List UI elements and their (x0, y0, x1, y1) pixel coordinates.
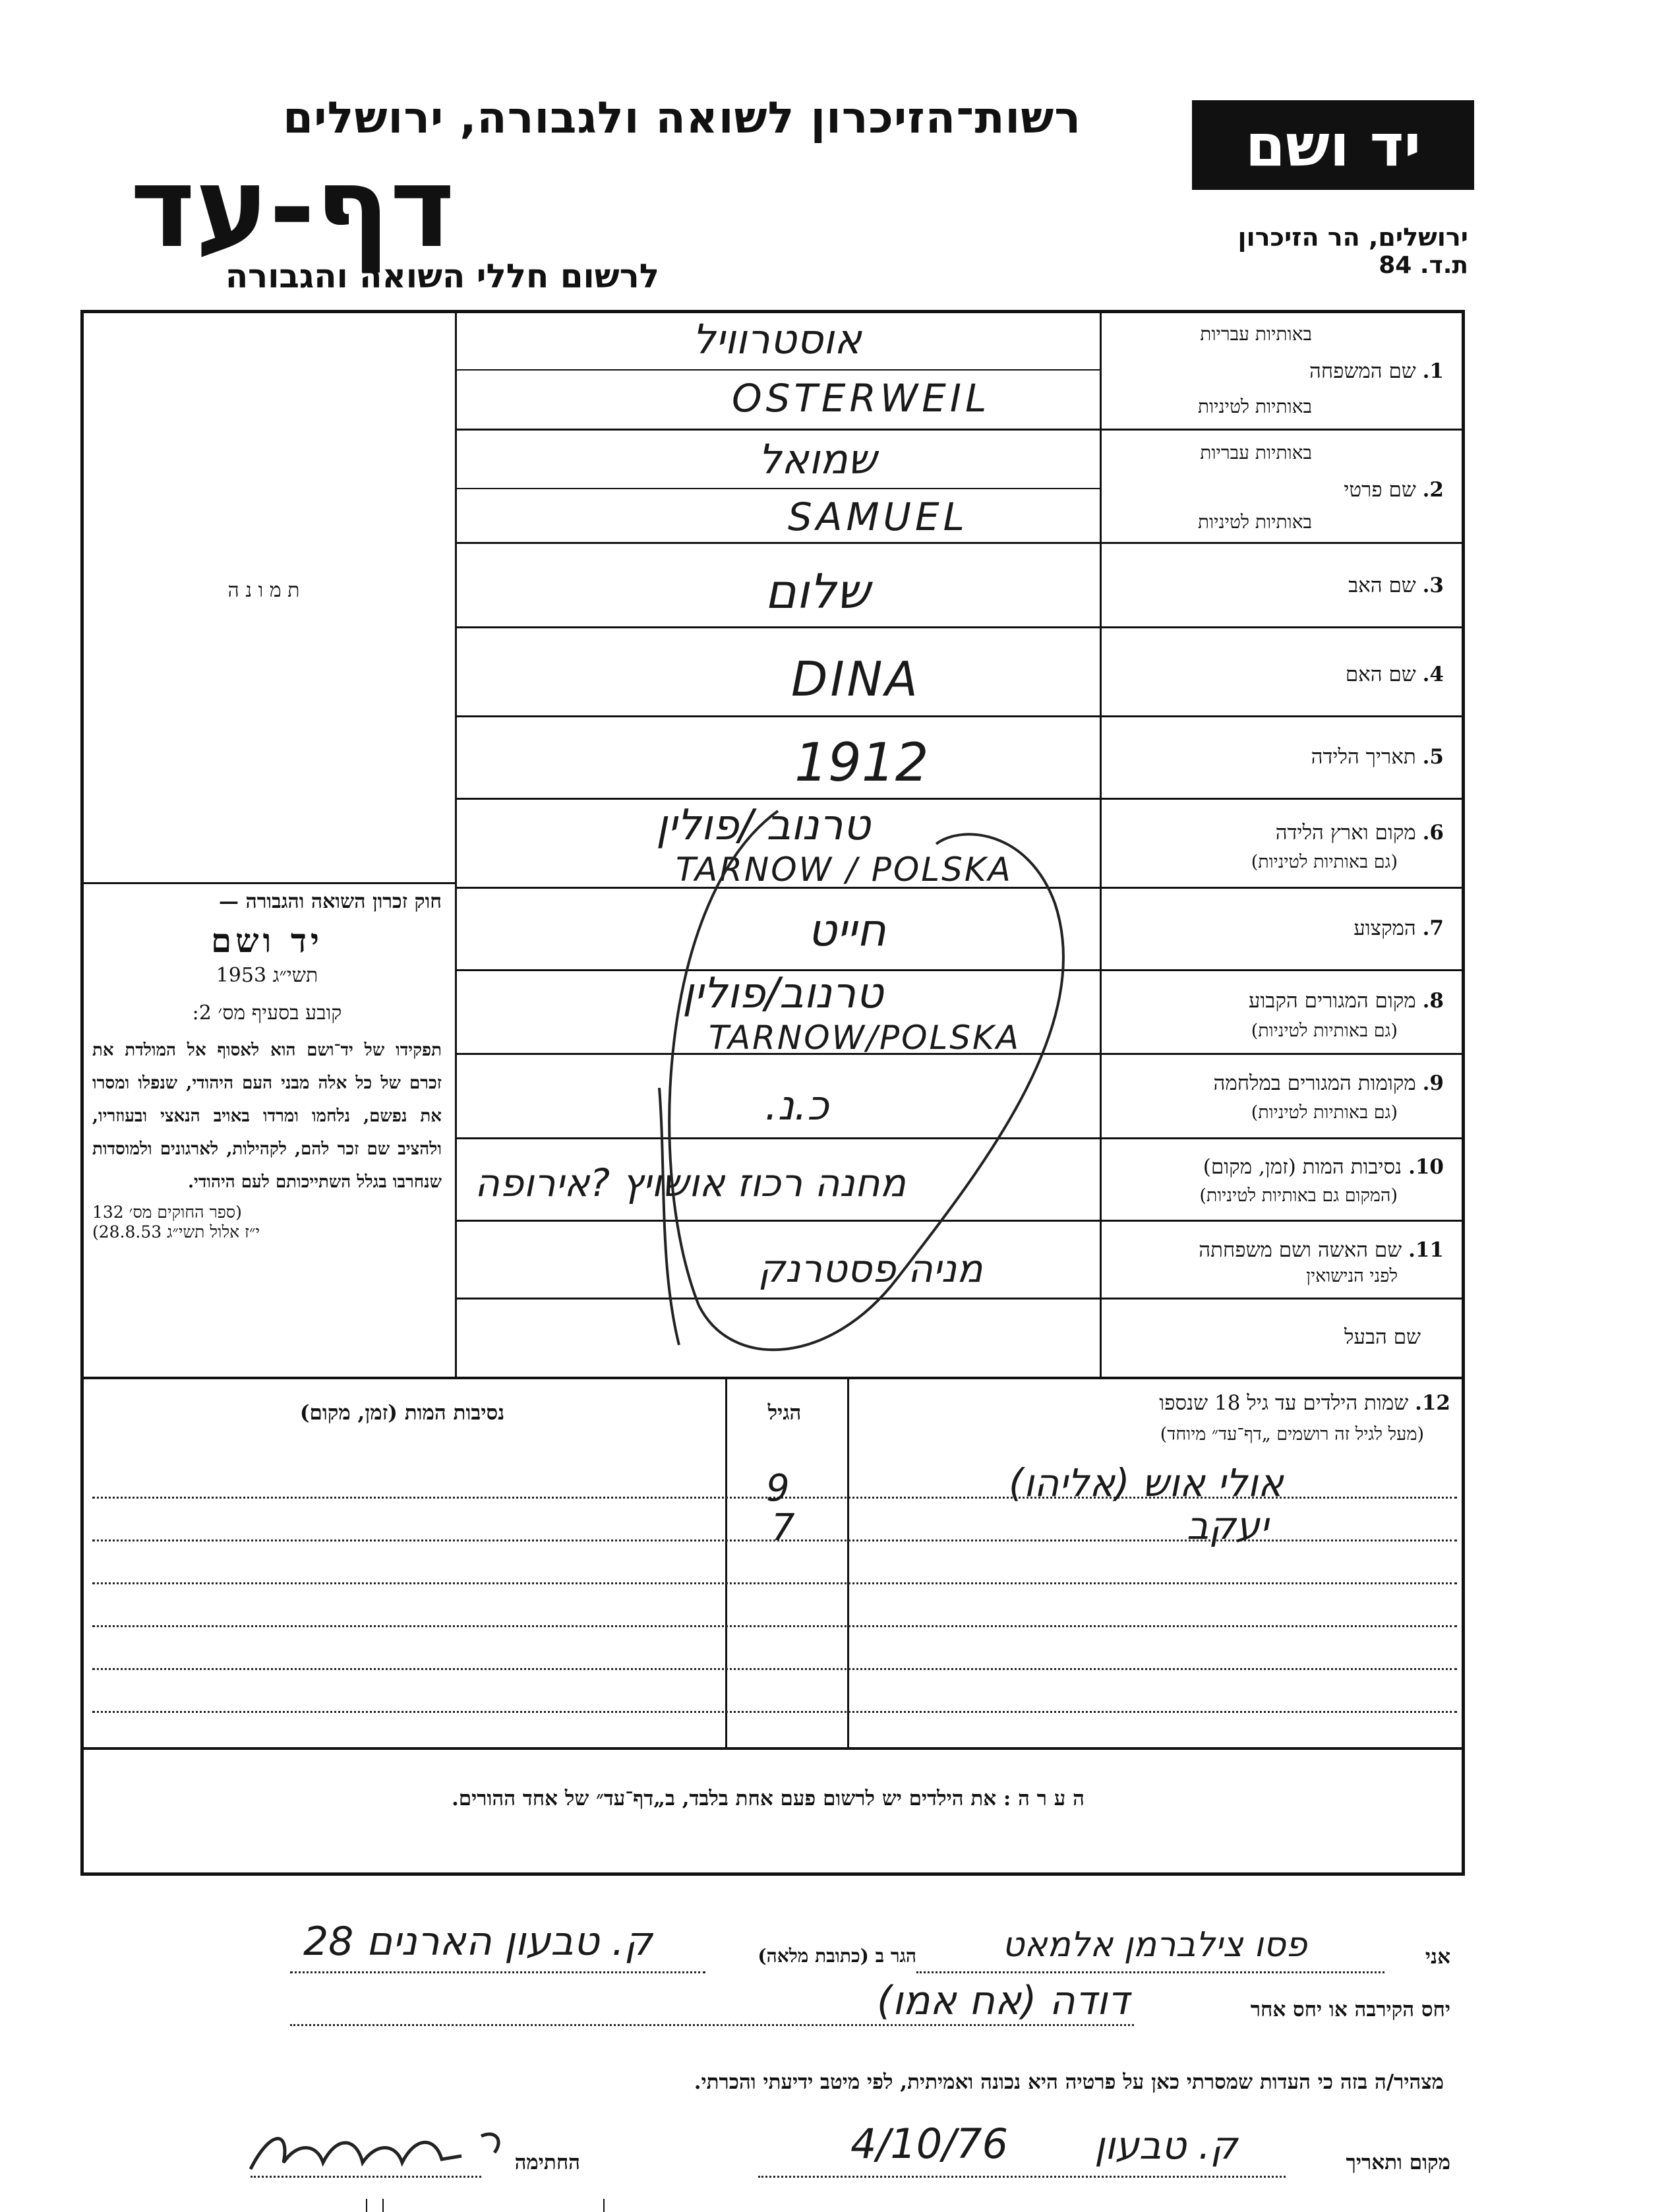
field-8-label: 8. מקום המגורים הקבוע (1248, 989, 1444, 1013)
law-year: תשי״ג 1953 (216, 964, 318, 987)
value-profession[interactable]: חייט (808, 905, 886, 957)
field-11-label: 11. שם האשה ושם משפחתה (1199, 1238, 1444, 1262)
address-line1: ירושלים, הר הזיכרון (1237, 223, 1468, 252)
form-subtitle: לרשום חללי השואה והגבורה (225, 257, 659, 295)
value-wife[interactable]: מניה פסטרנק (758, 1246, 983, 1291)
children-col-age: הגיל (767, 1401, 802, 1425)
value-birthplace-latin[interactable]: TARNOW / POLSKA (676, 851, 1013, 889)
value-mother[interactable]: DINA (791, 651, 920, 707)
law-name: יד ושם (211, 921, 323, 960)
value-war-residence[interactable]: כ.נ. (765, 1081, 829, 1129)
divider-law (80, 882, 456, 884)
divider-children-name (847, 1377, 849, 1749)
value-birthplace-he[interactable]: טרנוב /פולין (656, 801, 871, 850)
child-2-name[interactable]: יעקב (1187, 1503, 1268, 1548)
field-2-hint-top: באותיות עבריות (1200, 442, 1312, 463)
divider-children-age (725, 1377, 727, 1749)
field-1-hint-top: באותיות עבריות (1200, 323, 1312, 345)
law-source1: (ספר החוקים מס׳ 132 (92, 1203, 242, 1222)
law-box (92, 890, 442, 1242)
declarant-resides-label: הגר ב (כתובת מלאה) (758, 1945, 916, 1967)
field-9-label: 9. מקומות המגורים במלחמה (1213, 1071, 1444, 1095)
authority-title: רשות־הזיכרון לשואה ולגבורה, ירושלים (283, 92, 1081, 143)
photo-label: ת מ ו נ ה (227, 579, 300, 602)
field-6-label: 6. מקום וארץ הלידה (1275, 821, 1444, 845)
field-7-label: 7. המקצוע (1354, 916, 1444, 940)
field-11-hint: לפני הנישואין (1306, 1266, 1398, 1286)
field-1-hint-bottom: באותיות לטיניות (1197, 396, 1312, 417)
children-subtitle: (מעל לגיל זה רושמים „דף־עד״ מיוחד) (1160, 1424, 1424, 1445)
value-surname-he[interactable]: אוסטרוויל (692, 315, 862, 363)
relation-value[interactable]: דודה (אח אמו) (877, 1978, 1129, 2024)
value-firstname-latin[interactable]: SAMUEL (788, 494, 968, 539)
field-5-label: 5. תאריך הלידה (1311, 745, 1444, 769)
divider-photo (455, 310, 457, 1378)
law-section: קובע בסעיף מס׳ 2: (192, 1001, 342, 1025)
note-text: ה ע ר ה : את הילדים יש לרשום פעם אחת בלבד, ב„דף־עד״ של אחד ההורים. (452, 1787, 1085, 1810)
children-col-death: נסיבות המות (זמן, מקום) (299, 1401, 505, 1425)
pen-loop-scribble (620, 804, 1108, 1371)
relation-label: יחס הקירבה או יחס אחר (1250, 1998, 1450, 2021)
value-father[interactable]: שלום (765, 564, 870, 619)
place-date-label: מקום ותאריך (1346, 2151, 1450, 2174)
field-2-label: 2. שם פרטי (1344, 478, 1444, 502)
form-title: דף-עד (130, 143, 455, 272)
signature-label: החתימה (514, 2151, 580, 2174)
logo-box (1192, 100, 1474, 190)
value-residence-latin[interactable]: TARNOW/POLSKA (709, 1019, 1021, 1057)
declarant-name[interactable]: פסו צילברמן אלמאט (1002, 1925, 1307, 1965)
field-9-hint: (גם באותיות לטיניות) (1251, 1102, 1398, 1123)
field-2-hint-bottom: באותיות לטיניות (1197, 511, 1312, 533)
declarant-address[interactable]: ק. טבעון הארנים 28 (303, 1919, 653, 1965)
field-1-label: 1. שם המשפחה (1309, 359, 1444, 383)
value-death-circumstances[interactable]: מחנה רכוז אושויץ ?אירופה (475, 1160, 906, 1205)
field-husband-label: שם הבעל (1344, 1325, 1421, 1349)
date-value[interactable]: 4/10/76 (850, 2120, 1009, 2168)
declarant-i-label: אני (1425, 1945, 1450, 1969)
divider-note (80, 1747, 1465, 1750)
law-title: חוק זכרון השואה והגבורה — (219, 890, 442, 913)
declaration-text: מצהיר/ה בזה כי העדות שמסרתי כאן על פרטיה היא נכונה ואמיתית, לפי מיטב ידיעתי והכרתי. (694, 2070, 1444, 2094)
field-6-hint: (גם באותיות לטיניות) (1251, 852, 1398, 872)
field-10-label: 10. נסיבות המות (זמן, מקום) (1203, 1155, 1444, 1179)
logo-text: יד ושם (1245, 111, 1421, 179)
value-birthdate[interactable]: 1912 (794, 732, 929, 793)
value-residence-he[interactable]: טרנוב/פולין (682, 969, 883, 1018)
field-4-label: 4. שם האם (1345, 663, 1444, 686)
children-title: 12. שמות הילדים עד גיל 18 שנספו (1159, 1391, 1450, 1415)
law-text: תפקידו של יד־ושם הוא לאסוף אל המולדת את זכרם של כל אלה מבני העם היהודי, שנפלו ומסרו את נפשם, נלחמו ומרדו באויב הנאצי ובעוזריו, ולהציב שם זכר להם, לקהילות, לארגונים ולמוסדות שנחרבו בגלל השתייכותם לעם היהודי. (92, 1040, 442, 1192)
field-3-label: 3. שם האב (1348, 574, 1444, 597)
field-10-hint: (המקום גם באותיות לטיניות) (1199, 1185, 1398, 1206)
field-8-hint: (גם באותיות לטיניות) (1251, 1021, 1398, 1041)
value-firstname-he[interactable]: שמואל (758, 435, 877, 483)
value-surname-latin[interactable]: OSTERWEIL (732, 376, 991, 421)
place-value[interactable]: ק. טבעון (1094, 2123, 1238, 2168)
child-1-name[interactable]: אולי אוש (אליהו) (1009, 1460, 1284, 1505)
child-2-age[interactable]: 7 (771, 1507, 795, 1549)
child-1-age[interactable]: 9 (766, 1467, 790, 1510)
law-source2: י״ז אלול תשי״ג 28.8.53) (92, 1222, 260, 1241)
signature-scribble (244, 2116, 521, 2189)
address-line2: ת.ד. 84 (1379, 252, 1468, 279)
